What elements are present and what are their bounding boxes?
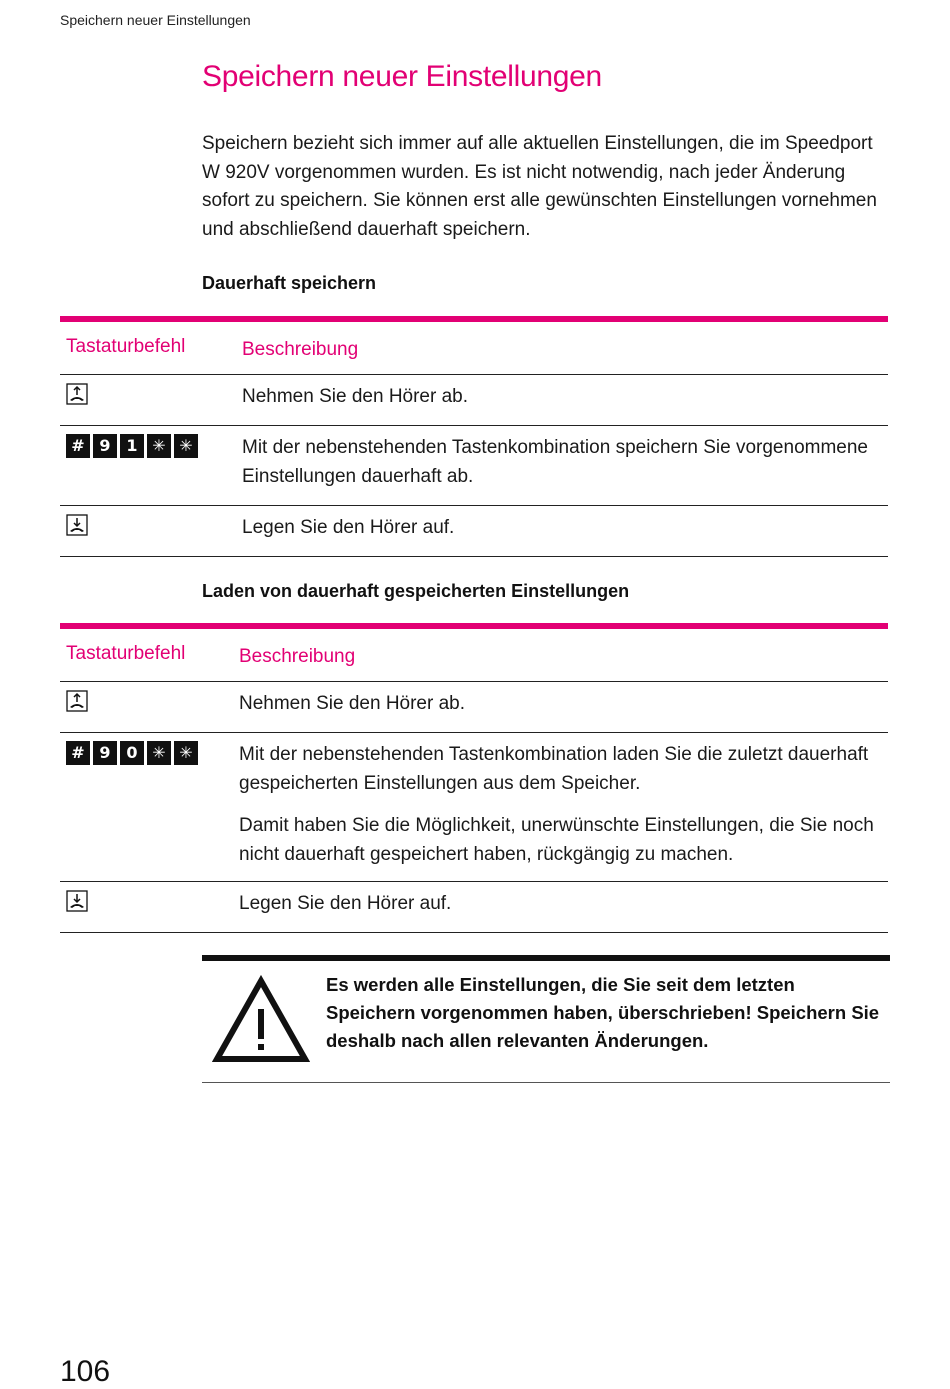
handset-hangup-icon [66,890,88,917]
key-hash-icon: # [66,741,90,765]
table-row [60,882,888,933]
handset-lift-icon [66,690,88,717]
command-table-save [60,316,888,557]
row-description: Legen Sie den Hörer auf. [239,893,452,914]
key-sequence [66,434,198,458]
table-row [60,506,888,557]
command-table-load [60,623,888,933]
row-description: Nehmen Sie den Hörer ab. [242,386,469,407]
table-row [60,375,888,426]
key-1-icon: 1 [120,434,144,458]
handset-lift-icon [66,383,88,410]
key-9-icon: 9 [93,434,117,458]
warning-text: Es werden alle Einstellungen, die Sie seit dem letzten Speichern vorgenommen haben, überschrieben! Speichern Sie deshalb nach allen relevanten Änderungen. [326,974,880,1051]
key-0-icon: 0 [120,741,144,765]
key-star-icon: ✳ [147,434,171,458]
page-number: 106 [60,1355,111,1388]
key-hash-icon: # [66,434,90,458]
column-header-description: Beschreibung [239,646,356,667]
intro-paragraph: Speichern bezieht sich immer auf alle aktuellen Einstellungen, die im Speedport W 920V vorgenommen wurden. Es ist nicht notwendig, nach jeder Änderung sofort zu speichern. Sie können erst alle gewünschten Einstellungen vornehmen und abschließend dauerhaft speichern. [202,133,877,240]
running-head: Speichern neuer Einstellungen [60,12,251,28]
key-sequence [66,741,198,765]
table-row [60,682,888,733]
table-header-row [60,322,888,375]
handset-hangup-icon [66,514,88,541]
section-heading-load: Laden von dauerhaft gespeicherten Einstellungen [202,581,630,601]
row-description: Nehmen Sie den Hörer ab. [239,693,466,714]
row-description-note: Damit haben Sie die Möglichkeit, unerwünschte Einstellungen, die Sie noch nicht dauerhaft gespeichert haben, rückgängig zu machen. [239,815,874,865]
table-row [60,733,888,882]
row-description: Mit der nebenstehenden Tastenkombination laden Sie die zuletzt dauerhaft gespeicherten Einstellungen aus dem Speicher. [239,744,869,794]
column-header-command: Tastaturbefehl [66,643,186,664]
warning-triangle-icon [212,975,310,1065]
page-title: Speichern neuer Einstellungen [202,60,602,93]
column-header-description: Beschreibung [242,339,359,360]
section-heading-save: Dauerhaft speichern [202,273,377,293]
column-header-command: Tastaturbefehl [66,336,186,357]
key-star-icon: ✳ [174,741,198,765]
row-description: Legen Sie den Hörer auf. [242,517,455,538]
table-header-row [60,629,888,682]
key-star-icon: ✳ [147,741,171,765]
key-9-icon: 9 [93,741,117,765]
warning-box [202,955,890,1083]
row-description: Mit der nebenstehenden Tastenkombination speichern Sie vorgenommene Einstellungen dauerhaft ab. [242,437,868,487]
key-star-icon: ✳ [174,434,198,458]
table-row [60,426,888,506]
